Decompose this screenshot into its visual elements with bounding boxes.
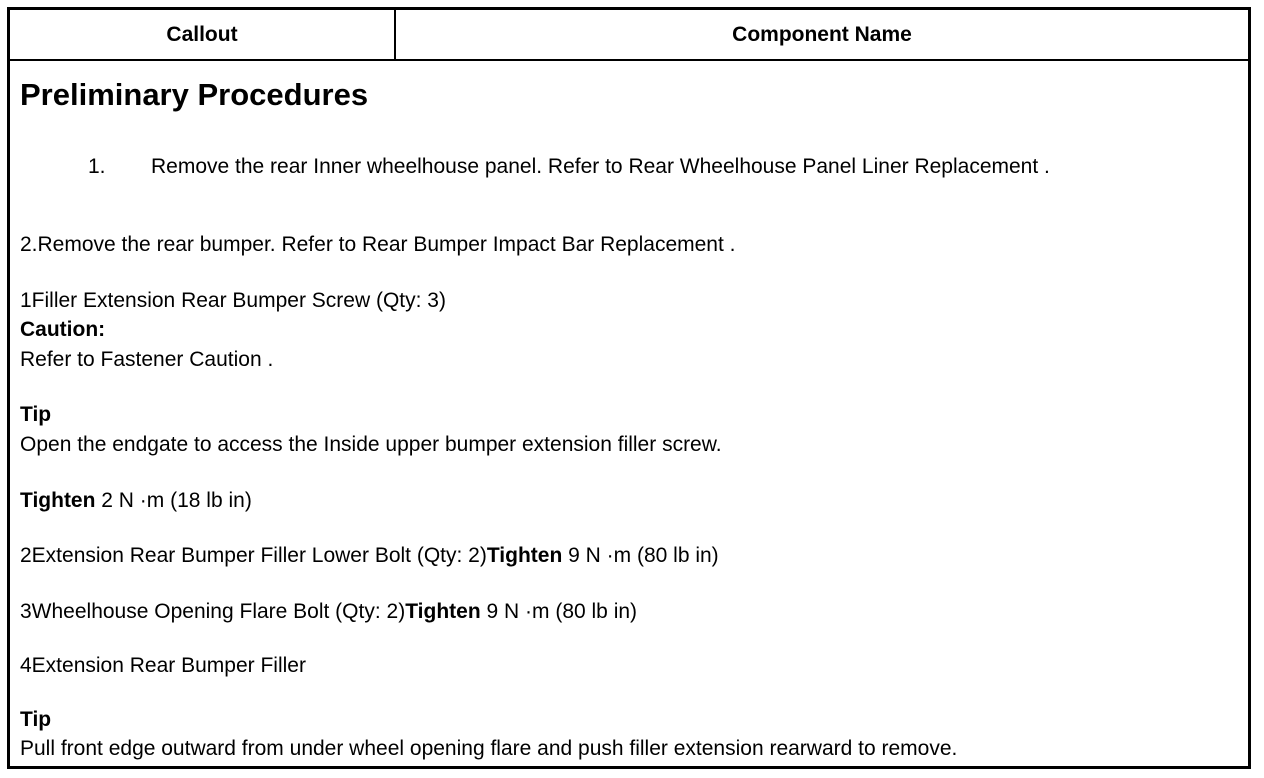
table-body-cell [20,61,1238,766]
section-title: Preliminary Procedures [20,77,369,112]
procedure-table [7,7,1251,769]
step-1-text: Remove the rear Inner wheelhouse panel. Refer to Rear Wheelhouse Panel Liner Replacement . [151,155,1050,178]
step-1-number: 1. [88,155,106,178]
component-name-column-header: Component Name [732,22,912,46]
item-2-tighten-label: Tighten [486,544,563,567]
item-3-tighten-label: Tighten [405,600,481,623]
item-4-tip-label: Tip [20,708,52,731]
step-2: 2.Remove the rear bumper. Refer to Rear Bumper Impact Bar Replacement . [20,233,736,256]
item-2-text: 2Extension Rear Bumper Filler Lower Bolt (Qty: 2) [20,544,487,567]
item-2 [20,544,719,568]
item-2-tighten-value: 9 N ·m (80 lb in) [562,544,719,567]
item-1-caution-text: Refer to Fastener Caution . [20,348,274,371]
item-1-tighten-label: Tighten [20,489,96,512]
item-1-tighten-value: 2 N ·m (18 lb in) [95,489,252,512]
item-1-tighten [20,489,252,513]
item-4-text: 4Extension Rear Bumper Filler [20,654,306,677]
item-3-tighten-value: 9 N ·m (80 lb in) [480,600,638,623]
item-3 [20,600,637,624]
item-1-text: 1Filler Extension Rear Bumper Screw (Qty: 3) [20,289,446,312]
item-1-tip-label: Tip [20,403,52,426]
item-1-caution-label: Caution: [20,318,106,341]
item-1-tip-text: Open the endgate to access the Inside upper bumper extension filler screw. [20,433,722,456]
callout-column-header: Callout [10,10,396,59]
item-4-tip-text: Pull front edge outward from under wheel opening flare and push filler extension rearward to remove. [20,737,958,760]
item-3-text: 3Wheelhouse Opening Flare Bolt (Qty: 2) [20,600,406,623]
table-header-row [10,10,1248,61]
